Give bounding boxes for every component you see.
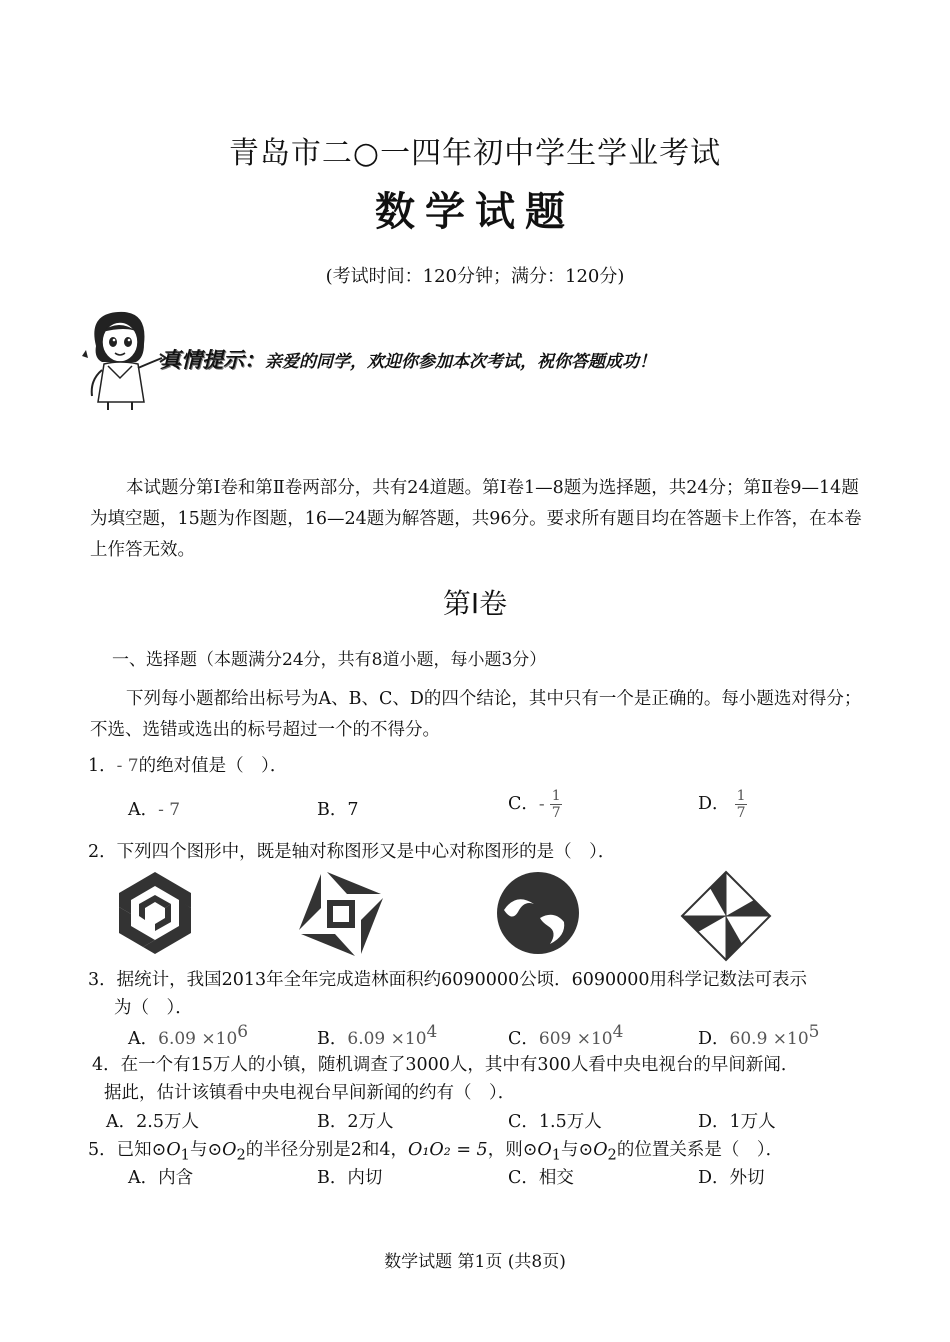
figure-d-diamond	[680, 870, 772, 962]
q4-option-c: C．1.5万人	[508, 1112, 602, 1132]
exam-title: 青岛市二○一四年初中学生学业考试	[228, 136, 722, 171]
tip-label: 真情提示：	[160, 348, 265, 372]
q1-option-b: B．7	[317, 800, 359, 820]
question-1-stem: 1．- 7的绝对值是（ ）．	[88, 756, 288, 776]
q5-option-b: B．内切	[317, 1168, 383, 1188]
figure-b-pinwheel	[297, 870, 385, 958]
q1-option-a: A．- 7	[128, 800, 181, 820]
question-4-stem-line2: 据此，估计该镇看中央电视台早间新闻的约有（ ）．	[104, 1083, 516, 1103]
q5-option-a: A．内含	[128, 1168, 194, 1188]
cartoon-girl-illustration	[78, 306, 170, 410]
tip-banner	[160, 344, 656, 374]
q1-d-fraction: $\frac{1}{7}$	[736, 788, 746, 821]
q5-option-d: D．外切	[698, 1168, 765, 1188]
q1-c-fraction: $\frac{1}{7}$	[551, 788, 561, 821]
question-3-stem-line2: 为（ ）．	[114, 998, 193, 1018]
question-3-stem-line1: 3．据统计，我国2013年全年完成造林面积约6090000公顷．6090000用科学记数法可表示	[88, 970, 808, 990]
section-title: 第Ⅰ卷	[442, 587, 508, 620]
q3-option-d: D．$60.9 \times 10^5$	[698, 1022, 820, 1049]
q3-option-c: C．$609 \times 10^4$	[508, 1022, 624, 1049]
page-footer: 数学试题 第1页 (共8页)	[384, 1252, 566, 1272]
question-5-stem: 5．已知$⊙O_1$与$⊙O_2$的半径分别是2和4，O₁O₂ = 5，则$⊙O_1$与$⊙O_2$的位置关系是（ ）．	[88, 1140, 784, 1164]
subject-title: 数学试题	[375, 188, 575, 235]
q5-option-c: C．相交	[508, 1168, 574, 1188]
q5-distance: O₁O₂ = 5	[408, 1140, 488, 1160]
figure-c-circle	[496, 870, 580, 956]
question-4-stem-line1: 4．在一个有15万人的小镇，随机调查了3000人，其中有300人看中央电视台的早间新闻．	[92, 1055, 799, 1075]
q1-option-d: D． $\frac{1}{7}$	[698, 788, 746, 821]
part-heading: 一、选择题（本题满分24分，共有8道小题，每小题3分）	[112, 650, 547, 670]
q1-option-c: C．- $\frac{1}{7}$	[508, 788, 561, 821]
q1-value: - 7	[116, 756, 139, 776]
q3-option-a: A．$6.09 \times 10^6$	[128, 1022, 249, 1049]
q4-option-b: B．2万人	[317, 1112, 394, 1132]
intro-paragraph: 本试题分第Ⅰ卷和第Ⅱ卷两部分，共有24道题。第Ⅰ卷1—8题为选择题，共24分；第Ⅱ卷9—14题为填空题，15题为作图题，16—24题为解答题，共96分。要求所有题目均在答题卡上作答，在本卷上作答无效。	[90, 478, 862, 560]
q4-option-d: D．1万人	[698, 1112, 776, 1132]
part-instructions: 下列每小题都给出标号为A、B、C、D的四个结论，其中只有一个是正确的。每小题选对得分；不选、选错或选出的标号超过一个的不得分。	[90, 689, 862, 740]
tip-text: 亲爱的同学，欢迎你参加本次考试，祝你答题成功！	[265, 352, 656, 372]
question-2-stem: 2．下列四个图形中，既是轴对称图形又是中心对称图形的是（ ）．	[88, 842, 616, 862]
q3-option-b: B．$6.09 \times 10^4$	[317, 1022, 438, 1049]
figure-a-hexagon	[115, 870, 195, 956]
exam-info: (考试时间：120分钟；满分：120分)	[325, 266, 625, 287]
q4-option-a: A．2.5万人	[106, 1112, 199, 1132]
